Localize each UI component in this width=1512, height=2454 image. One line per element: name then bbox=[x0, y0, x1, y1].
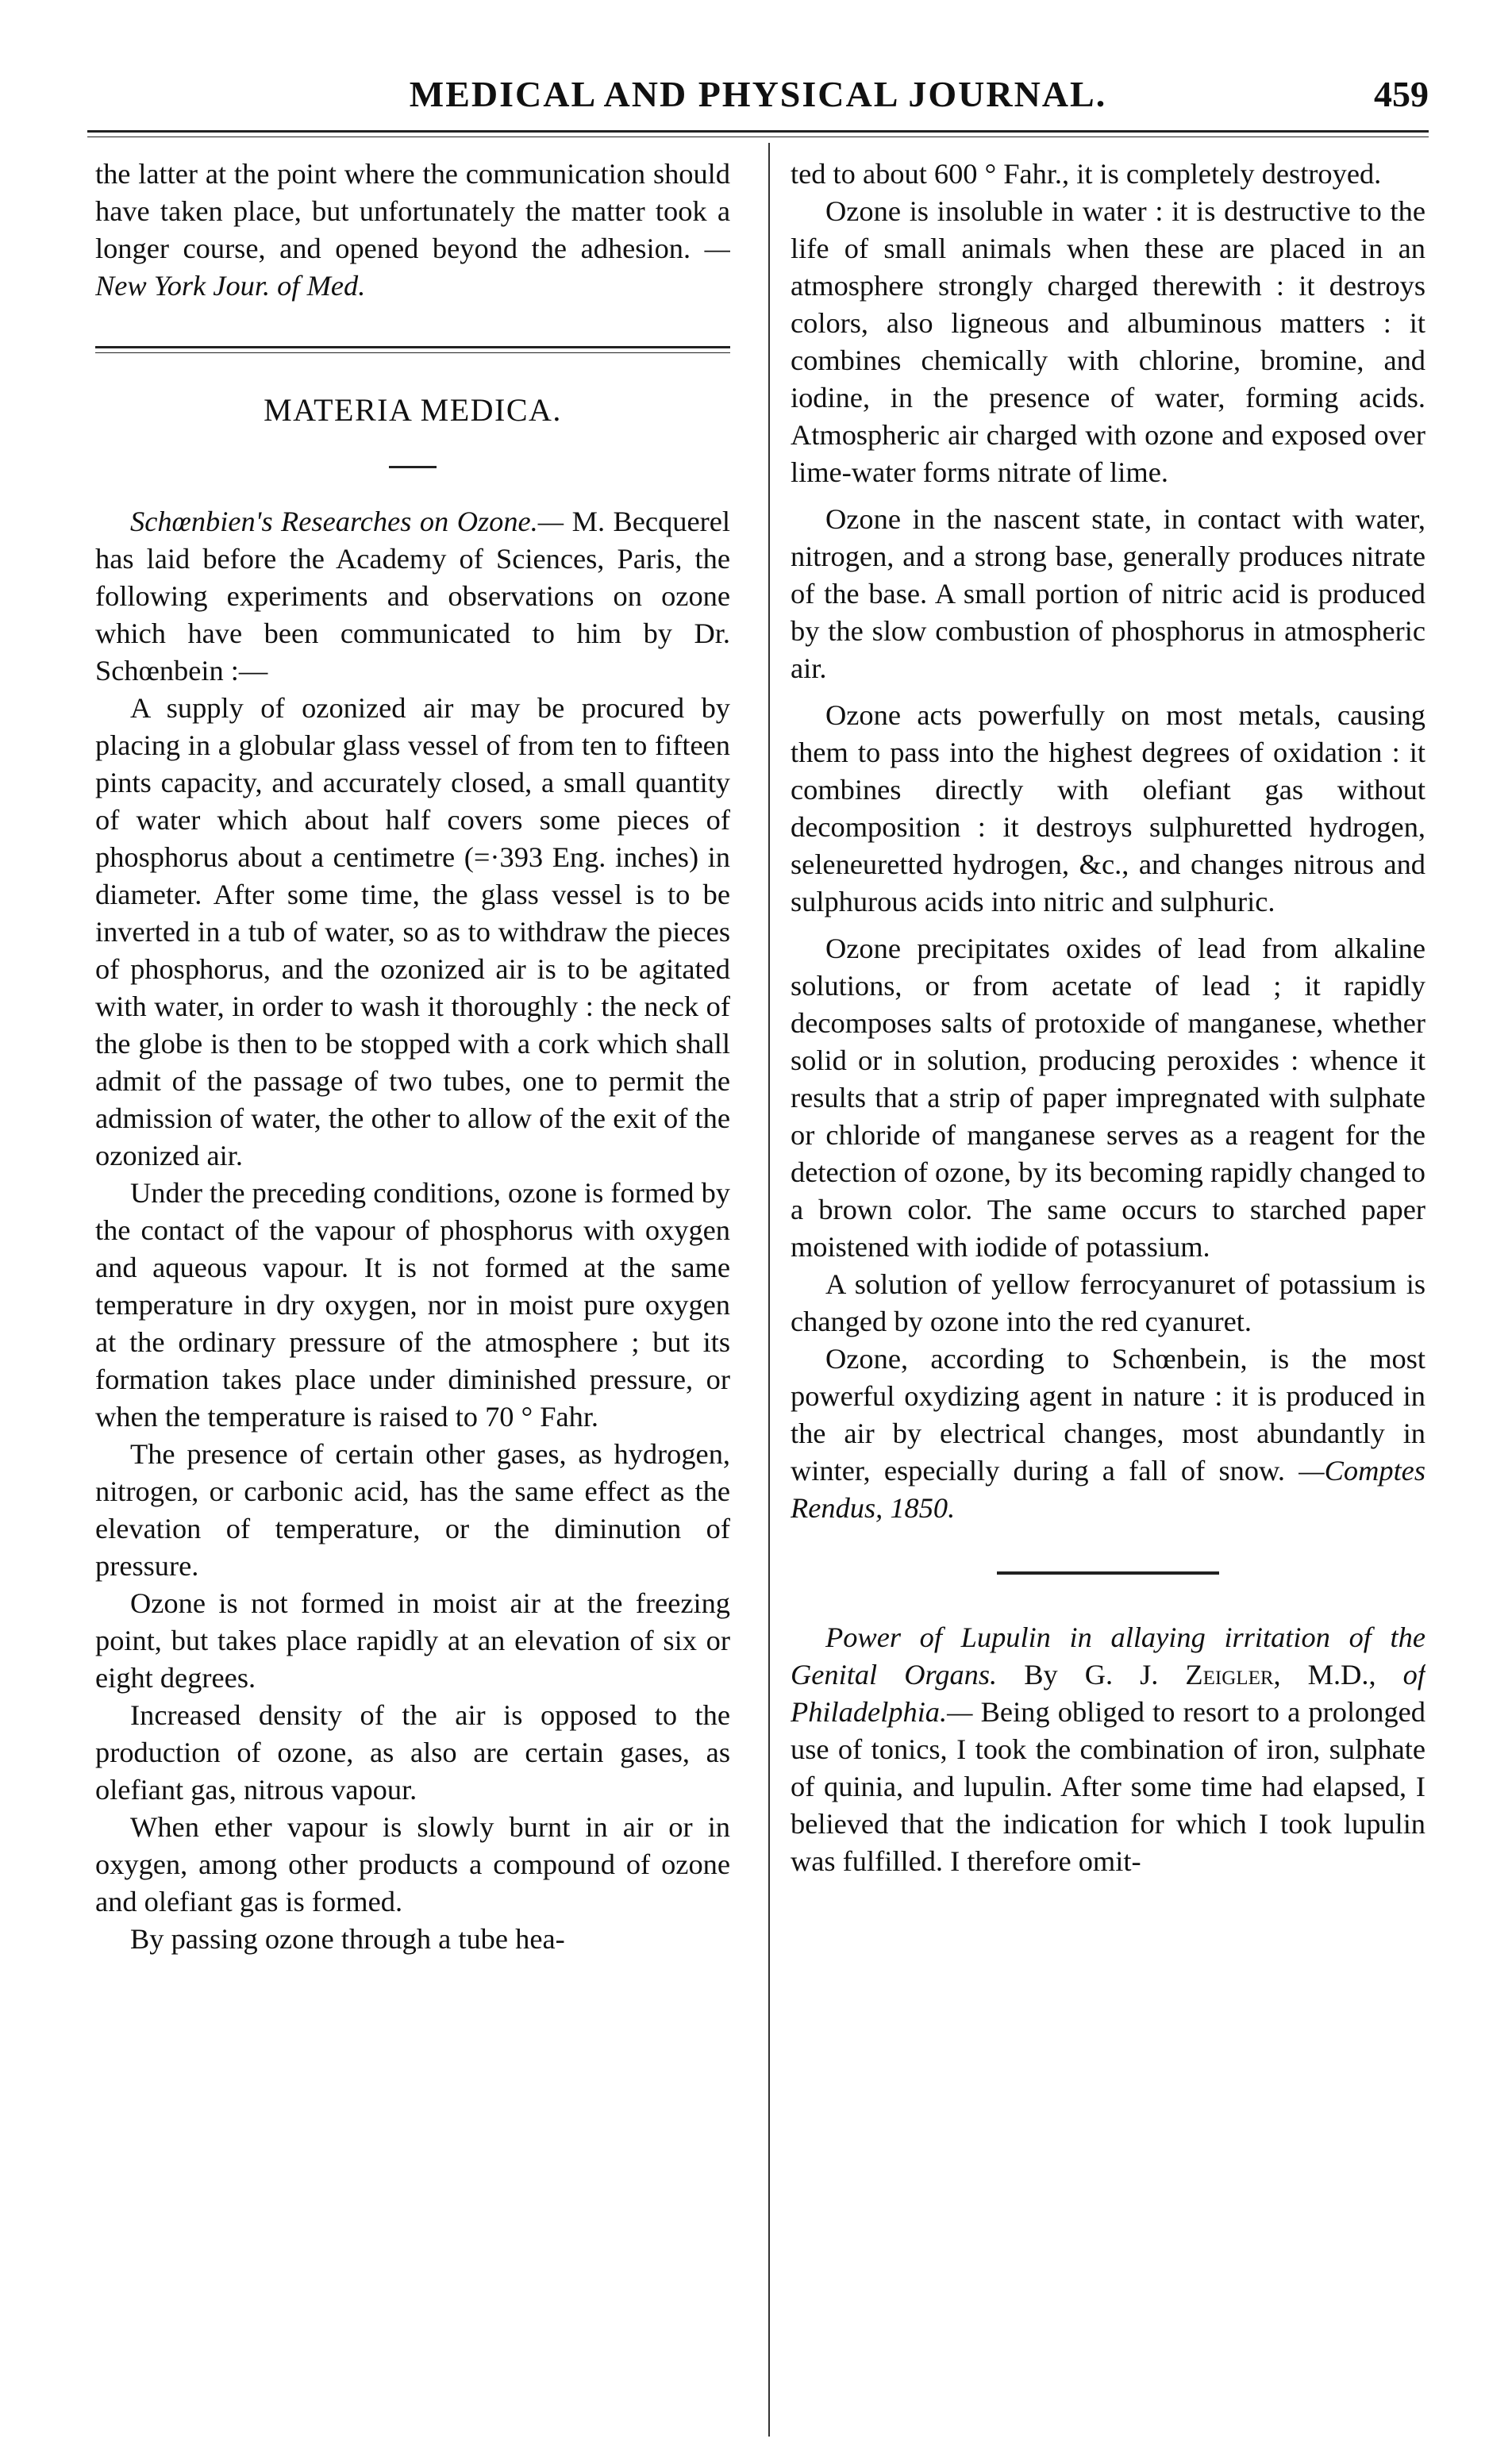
paragraph: Ozone in the nascent state, in contact with water, nitrogen, and a strong base, generally produces nitrate of the base. A small portion of nitric acid is produced by the slow combustion of phosphorus in atmospheric air. bbox=[791, 503, 1425, 684]
article-intro bbox=[95, 503, 730, 690]
paragraph: ted to about 600 ° Fahr., it is completely destroyed. bbox=[791, 158, 1382, 190]
paragraph: Ozone is not formed in moist air at the freezing point, but takes place rapidly at an elevation of six or eight degrees. bbox=[95, 1587, 730, 1694]
page-header bbox=[87, 73, 1429, 121]
running-title: MEDICAL AND PHYSICAL JOURNAL. bbox=[409, 74, 1107, 114]
paragraph: Increased density of the air is opposed to the production of ozone, as also are certain gases, as olefiant gas, nitrous vapour. bbox=[95, 1699, 730, 1806]
paragraph: By passing ozone through a tube hea- bbox=[130, 1923, 565, 1955]
heading-rule bbox=[389, 466, 437, 468]
source-citation: —Comptes Rendus, 1850. bbox=[791, 1455, 1425, 1524]
paragraph: Ozone precipitates oxides of lead from alkaline solutions, or from acetate of lead ; it rapidly decomposes salts of protoxide of manganese, whether solid or in solution, producing peroxides : whence it results that a strip of paper impregnated with sulphate or chloride of manganese serves as a reagent for the detection of ozone, by its becoming rapidly changed to a brown color. The same occurs to starched paper moistened with iodide of potassium. bbox=[791, 933, 1425, 1263]
paragraph: When ether vapour is slowly burnt in air or in oxygen, among other products a compound of ozone and olefiant gas is formed. bbox=[95, 1811, 730, 1917]
source-citation: —New York Jour. of Med. bbox=[95, 233, 730, 302]
left-column bbox=[95, 156, 730, 2441]
article2-author-name: Zeigler bbox=[1185, 1659, 1274, 1690]
paragraph: Under the preceding conditions, ozone is formed by the contact of the vapour of phosphorus with oxygen and aqueous vapour. It is not formed at the same temperature in dry oxygen, nor in moist pure oxygen at the ordinary pressure of the atmosphere ; but its formation takes place under diminished pressure, or when the temperature is raised to 70 ° Fahr. bbox=[95, 1177, 730, 1433]
header-rule bbox=[87, 130, 1429, 137]
right-column bbox=[791, 156, 1425, 2441]
paragraph-text: Being obliged to resort to a prolonged use of tonics, I took the combination of iron, sulphate of quinia, and lupulin. After some time had elapsed, I believed that the indication for which I took lupulin was fulfilled. I therefore omit- bbox=[791, 1696, 1425, 1877]
column-divider bbox=[768, 143, 770, 2437]
article2-author-suffix: , M.D., bbox=[1273, 1659, 1376, 1690]
paragraph-text: the latter at the point where the communication should have taken place, but unfortunately the matter took a longer course, and opened beyond the adhesion. bbox=[95, 158, 730, 264]
paragraph bbox=[791, 1340, 1425, 1527]
paragraph bbox=[95, 156, 730, 305]
paragraph: A supply of ozonized air may be procured by placing in a globular glass vessel of from ten to fifteen pints capacity, and accurately closed, a small quantity of water which about half covers some pieces of phosphorus about a centimetre (=·393 Eng. inches) in diameter. After some time, the glass vessel is to be inverted in a tub of water, so as to withdraw the pieces of phosphorus, and the ozonized air is to be agitated with water, in order to wash it thoroughly : the neck of the globe is then to be stopped with a cork which shall admit of the passage of two tubes, one to permit the admission of water, the other to allow of the exit of the ozonized air. bbox=[95, 692, 730, 1171]
page-number: 459 bbox=[1374, 74, 1429, 114]
article-separator-rule bbox=[997, 1571, 1219, 1575]
paragraph: Ozone is insoluble in water : it is destructive to the life of small animals when these are placed in an atmosphere strongly charged therewith : it destroys colors, also ligneous and albuminous matters : it combines chemically with chlorine, bromine, and iodine, in the presence of water, forming acids. Atmospheric air charged with ozone and exposed over lime-water forms nitrate of lime. bbox=[791, 195, 1425, 488]
paragraph: The presence of certain other gases, as hydrogen, nitrogen, or carbonic acid, has the same effect as the elevation of temperature, or the diminution of pressure. bbox=[95, 1438, 730, 1582]
article2-author-prefix: By G. J. bbox=[1024, 1659, 1159, 1690]
paragraph-text: M. Becquerel has laid before the Academy of Sciences, Paris, the following experiments and observations on ozone which have been communicated to him by Dr. Schœnbein :— bbox=[95, 506, 730, 687]
article2-title: Power of Lupulin in allaying irritation of the Genital Organs. bbox=[791, 1621, 1425, 1690]
paragraph: Ozone acts powerfully on most metals, causing them to pass into the highest degrees of oxidation : it combines directly with olefiant gas without decomposition : it destroys sulphuretted hydrogen, seleneuretted hydrogen, &c., and changes nitrous and sulphurous acids into nitric and sulphuric. bbox=[791, 699, 1425, 917]
paragraph: A solution of yellow ferrocyanuret of potassium is changed by ozone into the red cyanuret. bbox=[791, 1268, 1425, 1337]
article2-paragraph bbox=[791, 1619, 1425, 1880]
paragraph-text: Ozone, according to Schœnbein, is the most powerful oxydizing agent in nature : it is produced in the air by electrical changes, most abundantly in winter, especially during a fall of snow. bbox=[791, 1343, 1425, 1487]
article2-place: of Philadelphia.— bbox=[791, 1659, 1425, 1728]
section-rule bbox=[95, 346, 730, 353]
section-heading: MATERIA MEDICA. bbox=[264, 392, 562, 428]
article-title: Schœnbien's Researches on Ozone.— bbox=[130, 506, 564, 537]
